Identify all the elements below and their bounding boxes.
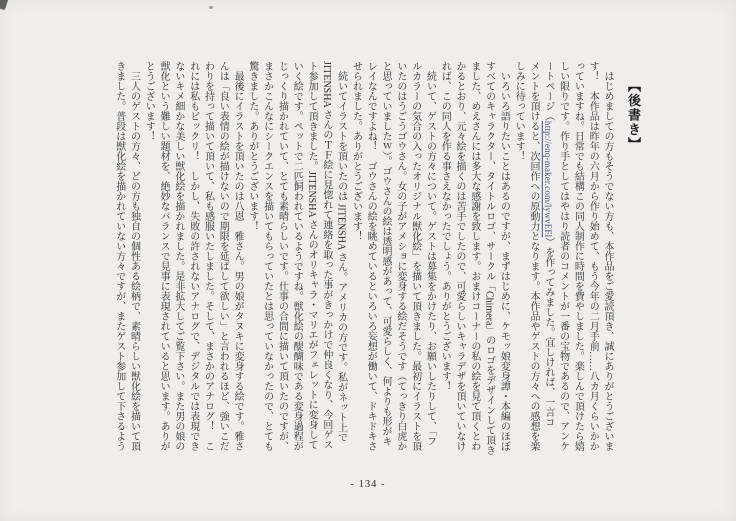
text-column	[540, 61, 555, 463]
text-column: はじめましての方もそうでない方も、本作品をご愛読頂き、誠にありがとうございま	[602, 61, 613, 451]
text-column: ルカラーの気合の入ったオリジナル獣化絵」を描いて頂きました。最初にイラストを頂	[409, 61, 421, 451]
text-column: しみに待っています！	[513, 61, 525, 161]
text-column: じっくり描かれていて、とても素晴らしいです。仕事の合間に描いて頂いたのですが、	[276, 61, 288, 451]
text-column: まさかこんなにシークエンスを描いてもらっていたとは思っていなかったので、とても	[261, 61, 273, 451]
text-column: 獣化という難しい題材を、絶妙なバランスで見事に表現されていると思います。ありが	[158, 61, 170, 451]
text-column: と思っていましたｗ）。ゴウさんの絵は透明感があって、可愛らしく、何よりも形がキ	[380, 61, 392, 446]
text-column: 最後にイラストを頂いたのは八恩 雅さん。男の娘がタヌキに変身する絵です。雅さ	[232, 61, 244, 451]
text-column: ト参加して頂きました。JITENSHA さんのオリキャラ・マリエがフェレットに変身して	[306, 61, 318, 450]
text-column: すべてのキャラクター、タイトルロゴ、サークル「Chimera」のロゴをデザインして頂き	[483, 61, 495, 456]
text-column: 驚きました。ありがとうございます！	[246, 61, 258, 231]
text-column: っていますね。日常でも結構この同人制作に時間を費やしました。楽しんで頂けたら嬉	[572, 61, 584, 451]
text-columns	[111, 61, 614, 463]
text-column: いろいろ語りたいことはあるのですが、まずはじめに、ケモッ娘変身譚・本編のほぼ	[498, 61, 510, 451]
text-fragment: ートページ（	[542, 61, 554, 121]
text-column: れば、この同人を作る事さえなかったでしょう。ありがとうございます！	[439, 61, 451, 391]
text-column: いく絵です。ペットで二匹飼われているようですね。獣化絵の醍醐味である変身過程が	[291, 61, 303, 451]
text-column: 続いて、ゲストの方々について。ゲストは募集をかけたり、お願いしたりして、「フ	[424, 61, 436, 446]
text-column: れには私もビックリ！ しかし、失敗の許されないアナログで、デジタルでは表現でき	[187, 61, 199, 451]
text-column: しい限りです。作り手としてはやはり読者のコメントが一番の宝物であるので、アンケ	[557, 61, 569, 451]
scan-artifact-corner	[0, 0, 9, 10]
text-column: きました。普段は獣化絵を描かれていない方々ですが、またゲスト参加して下さるよう	[113, 61, 125, 451]
enquete-url-link[interactable]: http://enq-maker.com/lywvEFl	[542, 121, 553, 238]
text-column: 三人のゲストの方々、どの方も独自の個性ある絵柄で、素晴らしい獣化絵を描いて頂	[128, 61, 140, 451]
text-column: ました、めえさんには多大な感謝を致します。おまけコーナーの私の絵を見て頂くとわ	[468, 61, 480, 451]
text-column: とうございます！	[143, 61, 155, 141]
afterword-title: 【後書き】	[626, 79, 641, 152]
scan-artifact-speck	[209, 6, 213, 9]
text-column: JITENSHA さんのＴＦ絵に見惚れて連絡を取った事がきっかけで仲良くなり、今回ゲス	[320, 61, 332, 450]
text-column: メントを頂けると、次回作への原動力となります。本作品やゲストの方々への感想を楽	[528, 61, 540, 451]
page-number: - 134 -	[350, 479, 386, 490]
text-column: せられました。ありがとうございます！	[350, 61, 362, 241]
text-column: んは「良い表情の絵が描けないので期限を延ばして欲しい」と言われるほど、強いこだ	[217, 61, 229, 451]
text-column: ないキメ細かな美しい獣化絵を描かれました。是非拡大してご覧下さい。また男の娘の	[172, 61, 184, 451]
text-column: レイなんですよね！ ゴウさんの絵を眺めているといろいろ妄想が働いて、ドキドキさ	[365, 61, 377, 451]
text-column: す！ 本作品は昨年の六月から作り始めて、もう今年の二月手前……八カ月くらいかか	[587, 61, 599, 451]
text-fragment: ）を作ってみました。宜しければ、一言コ	[542, 237, 554, 428]
text-column: いたのはうごうゴウさん。女の子がアメショに変身する絵だそうです（てっきり白虎か	[394, 61, 406, 451]
text-column: かるとおり、元々絵を描くのは苦手でしたので、可愛らしいキャラデザを頂いていなけ	[454, 61, 466, 451]
text-column: 続いてイラストを頂いたのは JITENSHA さん。アメリカの方です。私がネット上で	[335, 61, 347, 443]
text-column: わりを持って描いて頂いて、私も感服いたしました。そして、まさかのアナログ！ こ	[202, 61, 214, 451]
